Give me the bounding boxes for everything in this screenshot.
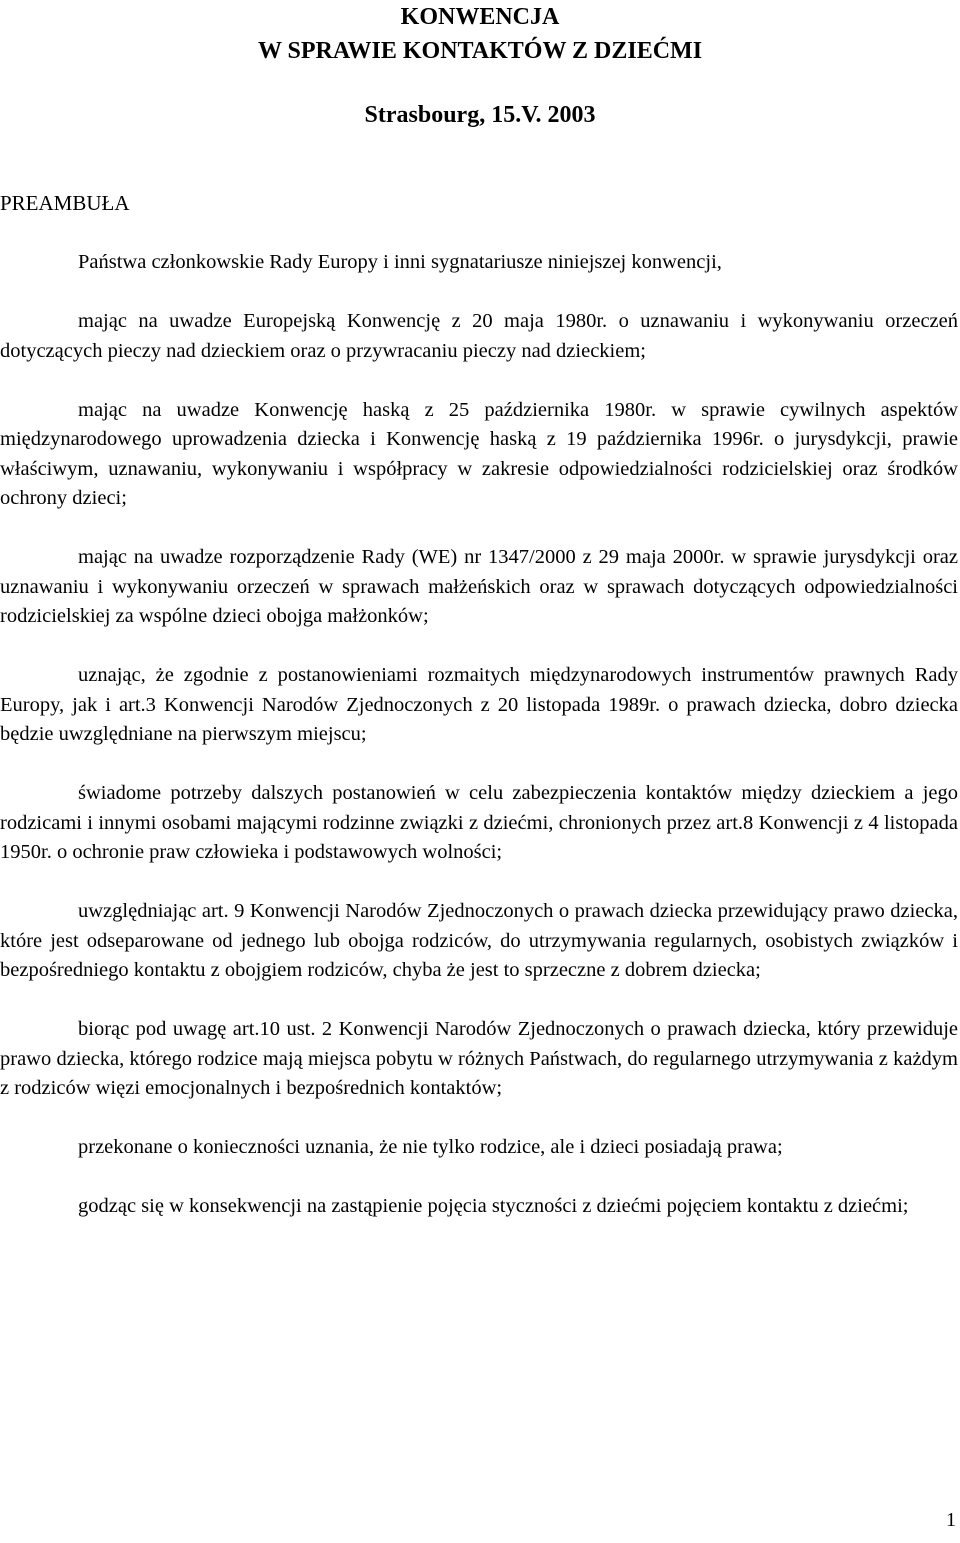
preamble-heading: PREAMBUŁA bbox=[0, 191, 130, 215]
paragraph-article-10: biorąc pod uwagę art.10 ust. 2 Konwencji Narodów Zjednoczonych o prawach dziecka, który przewiduje prawo dziecka, którego rodzice mają miejsca pobytu w różnych Państwach, do regularnego utrzymywania z każdym z rodziców więzi emocjonalnych i bezpośrednich kontaktów; bbox=[0, 1018, 958, 1099]
paragraph-article-9: uwzględniając art. 9 Konwencji Narodów Zjednoczonych o prawach dziecka przewidujący prawo dziecka, które jest odseparowane od jednego lub obojga rodziców, do utrzymywania regularnych, osobistych związków i bezpośredniego kontaktu z obojgiem rodziców, chyba że jest to sprzeczne z dobrem dziecka; bbox=[0, 900, 958, 981]
page-number: 1 bbox=[946, 1509, 956, 1531]
paragraph-hague-conventions: mając na uwadze Konwencję haską z 25 października 1980r. w sprawie cywilnych aspektów międzynarodowego uprowadzenia dziecka i Konwencję haską z 19 października 1996r. o jurysdykcji, prawie właściwym, uznawaniu, wykonywaniu i współpracy w zakresie odpowiedzialności rodzicielskiej oraz środków ochrony dzieci; bbox=[0, 398, 958, 509]
preamble-body bbox=[0, 248, 958, 1222]
document-title bbox=[0, 0, 960, 68]
paragraph-european-convention: mając na uwadze Europejską Konwencję z 20 maja 1980r. o uznawaniu i wykonywaniu orzeczeń dotyczących pieczy nad dzieckiem oraz o przywracaniu pieczy nad dzieckiem; bbox=[0, 310, 958, 362]
paragraph-contact-protection: świadome potrzeby dalszych postanowień w celu zabezpieczenia kontaktów między dzieckiem a jego rodzicami i innymi osobami mającymi rodzinne związki z dziećmi, chronionych przez art.8 Konwencji z 4 listopada 1950r. o ochronie praw człowieka i podstawowych wolności; bbox=[0, 782, 958, 863]
paragraph-children-rights: przekonane o konieczności uznania, że nie tylko rodzice, ale i dzieci posiadają prawa; bbox=[78, 1136, 783, 1158]
paragraph-council-regulation: mając na uwadze rozporządzenie Rady (WE) nr 1347/2000 z 29 maja 2000r. w sprawie jurysdykcji oraz uznawaniu i wykonywaniu orzeczeń w sprawach małżeńskich oraz w sprawach dotyczących odpowiedzialności rodzicielskiej za wspólne dzieci obojga małżonków; bbox=[0, 546, 958, 627]
paragraph-child-welfare: uznając, że zgodnie z postanowieniami rozmaitych międzynarodowych instrumentów prawnych Rady Europy, jak i art.3 Konwencji Narodów Zjednoczonych z 20 listopada 1989r. o prawach dziecka, dobro dziecka będzie uwzględniane na pierwszym miejscu; bbox=[0, 664, 958, 745]
title-line-1: KONWENCJA bbox=[400, 4, 560, 30]
paragraph-parties: Państwa członkowskie Rady Europy i inni sygnatariusze niniejszej konwencji, bbox=[78, 251, 722, 273]
paragraph-terminology: godząc się w konsekwencji na zastąpienie pojęcia styczności z dziećmi pojęciem kontaktu z dziećmi; bbox=[78, 1195, 909, 1217]
place-date: Strasbourg, 15.V. 2003 bbox=[364, 102, 596, 128]
title-line-2: W SPRAWIE KONTAKTÓW Z DZIEĆMI bbox=[257, 38, 703, 64]
